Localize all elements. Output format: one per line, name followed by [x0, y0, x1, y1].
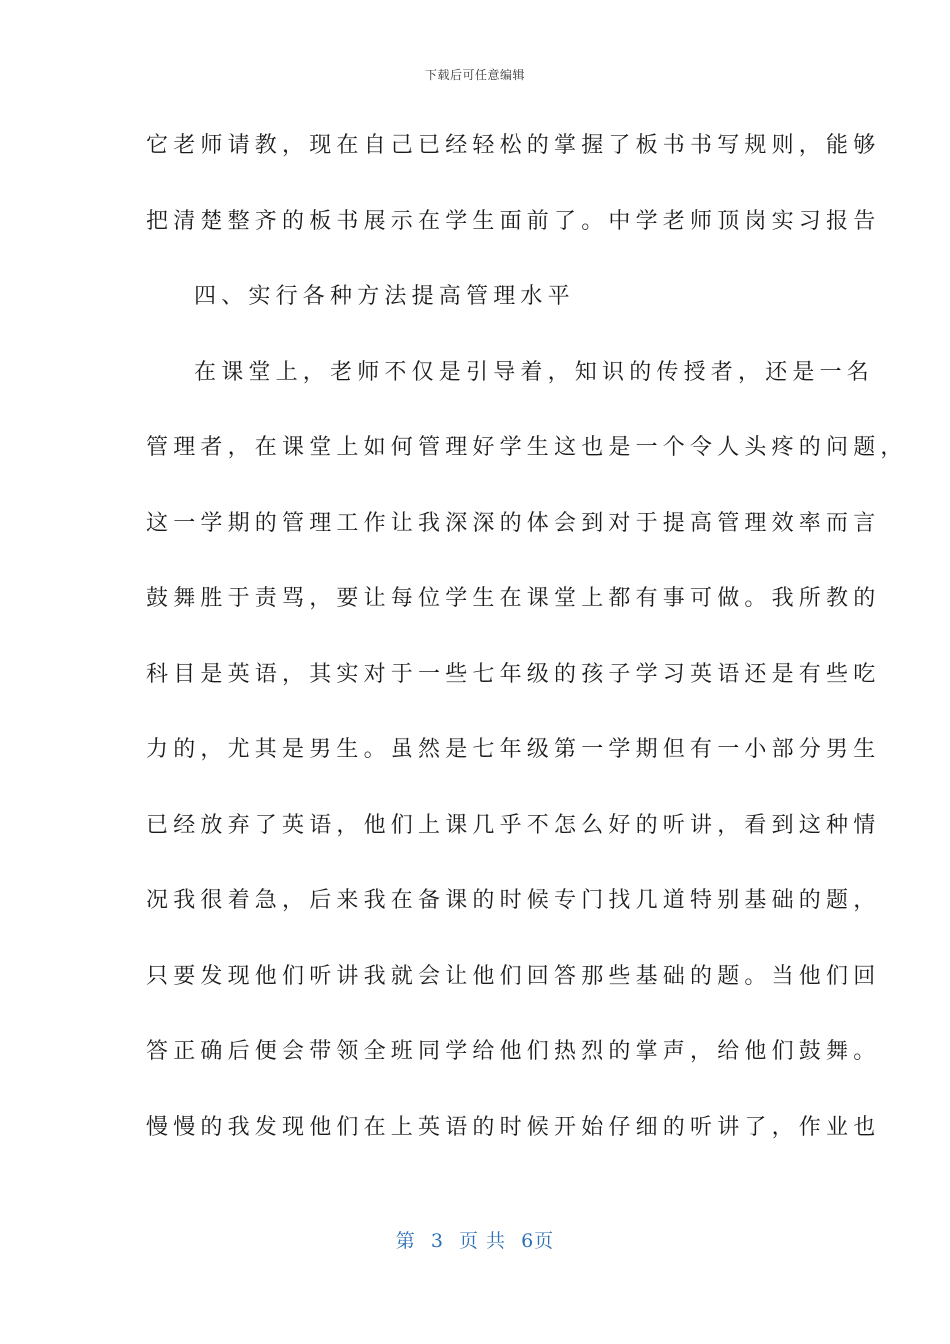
text-line: 力的，尤其是男生。虽然是七年级第一学期但有一小部分男生: [146, 737, 881, 762]
text-line: 慢慢的我发现他们在上英语的时候开始仔细的听讲了，作业也: [146, 1114, 881, 1140]
page-footer: [0, 1226, 950, 1253]
footer-middle: 页 共: [459, 1230, 507, 1252]
text-line: 答正确后便会带领全班同学给他们热烈的掌声，给他们鼓舞。: [146, 1039, 881, 1064]
text-line: 管理者，在课堂上如何管理好学生这也是一个令人头疼的问题，: [146, 435, 908, 460]
text-line: 它老师请教，现在自己已经轻松的掌握了板书书写规则，能够: [146, 133, 881, 158]
page-header: 下载后可任意编辑: [424, 68, 525, 82]
text-line: 科目是英语，其实对于一些七年级的孩子学习英语还是有些吃: [146, 661, 881, 687]
footer-prefix: 第: [395, 1230, 416, 1252]
text-line: 这一学期的管理工作让我深深的体会到对于提高管理效率而言: [146, 510, 881, 536]
document-body: [146, 126, 908, 1183]
current-page-number: 3: [430, 1230, 444, 1252]
text-line: 把清楚整齐的板书展示在学生面前了。中学老师顶岗实习报告: [146, 208, 881, 234]
text-line: 况我很着急，后来我在备课的时候专门找几道特别基础的题，: [146, 888, 881, 913]
text-line: 鼓舞胜于责骂，要让每位学生在课堂上都有事可做。我所教的: [146, 586, 881, 611]
paragraph-start-line: 在课堂上，老师不仅是引导着，知识的传授者，还是一名: [194, 359, 875, 385]
text-line: 已经放弃了英语，他们上课几乎不怎么好的听讲，看到这种情: [146, 812, 881, 838]
text-line: 只要发现他们听讲我就会让他们回答那些基础的题。当他们回: [146, 963, 881, 989]
total-pages: 6页: [521, 1230, 555, 1252]
section-heading: 四、实行各种方法提高管理水平: [194, 284, 575, 309]
